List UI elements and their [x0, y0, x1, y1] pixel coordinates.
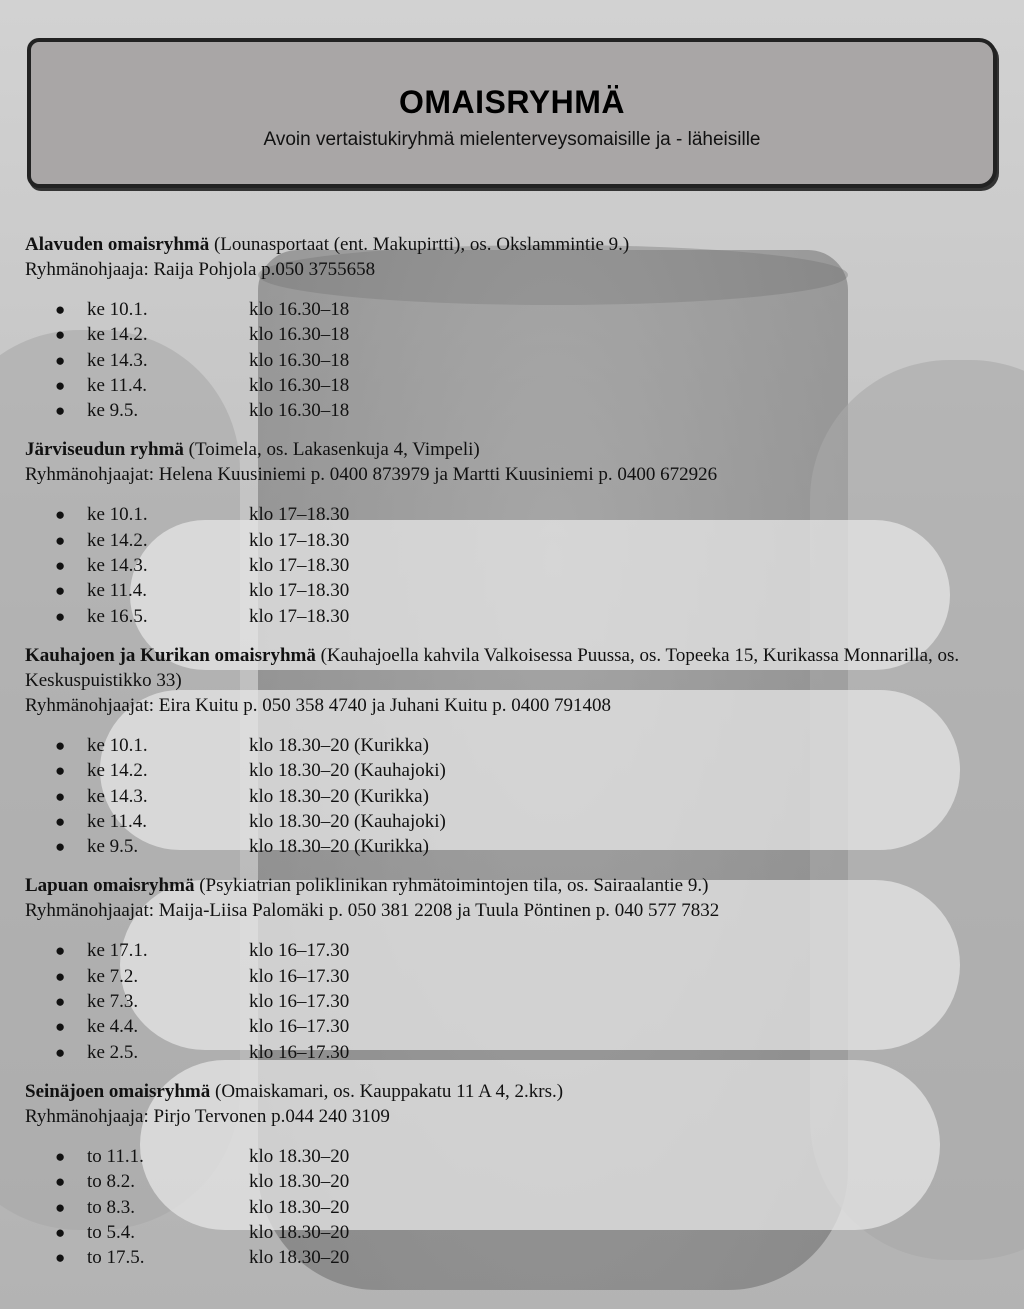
session-day: ke 14.2.	[87, 324, 148, 346]
session-time: klo 17–18.30	[249, 605, 350, 627]
session-time: klo 18.30–20 (Kurikka)	[249, 785, 429, 807]
session-day: ke 2.5.	[87, 1041, 139, 1063]
group-name: Alavuden omaisryhmä	[25, 234, 210, 255]
session-time: klo 18.30–20 (Kurikka)	[249, 836, 429, 858]
group-leader: Ryhmänohjaajat: Helena Kuusiniemi p. 0400 873979 ja Martti Kuusiniemi p. 0400 672926	[25, 464, 718, 486]
session-item	[25, 1040, 985, 1065]
session-time: klo 17–18.30	[249, 529, 350, 551]
session-time: klo 18.30–20	[249, 1145, 350, 1167]
group-location: (Kauhajoella kahvila Valkoisessa Puussa, os. Topeeka 15, Kurikassa Monnarilla, os. Keskuspuistikko 33)	[25, 644, 960, 691]
bullet-icon: ●	[55, 1197, 66, 1217]
bullet-icon: ●	[55, 992, 66, 1012]
bullet-icon: ●	[55, 581, 66, 601]
session-list	[25, 502, 985, 628]
session-day: ke 17.1.	[87, 940, 148, 962]
session-day: ke 16.5.	[87, 605, 148, 627]
bullet-icon: ●	[55, 556, 66, 576]
support-group	[25, 643, 985, 859]
session-item	[25, 809, 985, 834]
session-time: klo 16.30–18	[249, 349, 350, 371]
session-day: ke 9.5.	[87, 400, 139, 422]
session-day: ke 9.5.	[87, 836, 139, 858]
session-item	[25, 1014, 985, 1039]
session-time: klo 16–17.30	[249, 1016, 350, 1038]
group-leader: Ryhmänohjaaja: Pirjo Tervonen p.044 240 3109	[25, 1105, 390, 1127]
bullet-icon: ●	[55, 966, 66, 986]
session-item	[25, 733, 985, 758]
group-header	[25, 643, 985, 693]
session-time: klo 16.30–18	[249, 400, 350, 422]
session-time: klo 18.30–20 (Kauhajoki)	[249, 760, 446, 782]
session-day: ke 14.2.	[87, 760, 148, 782]
session-day: ke 14.3.	[87, 349, 148, 371]
session-item	[25, 784, 985, 809]
group-name: Järviseudun ryhmä	[25, 439, 184, 461]
session-item	[25, 553, 985, 578]
session-day: ke 10.1.	[87, 504, 148, 526]
session-time: klo 16.30–18	[249, 299, 350, 320]
session-time: klo 18.30–20 (Kauhajoki)	[249, 810, 446, 832]
group-header	[25, 873, 985, 898]
bullet-icon: ●	[55, 1248, 66, 1268]
bullet-icon: ●	[55, 606, 66, 626]
bullet-icon: ●	[55, 1146, 66, 1166]
group-leader: Ryhmänohjaajat: Eira Kuitu p. 050 358 4740 ja Juhani Kuitu p. 0400 791408	[25, 694, 612, 716]
session-time: klo 18.30–20 (Kurikka)	[249, 734, 429, 756]
bullet-icon: ●	[55, 325, 66, 345]
bullet-icon: ●	[55, 1017, 66, 1037]
group-header	[25, 232, 985, 257]
group-location: (Psykiatrian poliklinikan ryhmätoimintojen tila, os. Sairaalantie 9.)	[194, 875, 709, 897]
session-time: klo 16.30–18	[249, 324, 350, 346]
session-item	[25, 1195, 985, 1220]
session-day: ke 10.1.	[87, 299, 148, 320]
session-item	[25, 989, 985, 1014]
group-name: Kauhajoen ja Kurikan omaisryhmä	[25, 644, 316, 666]
group-location: (Omaiskamari, os. Kauppakatu 11 A 4, 2.krs.)	[210, 1080, 564, 1102]
session-item	[25, 1169, 985, 1194]
bullet-icon: ●	[55, 375, 66, 395]
support-group	[25, 232, 985, 423]
session-item	[25, 322, 985, 347]
session-list	[25, 1144, 985, 1270]
session-day: ke 7.2.	[87, 965, 139, 987]
group-list	[25, 232, 985, 1284]
group-header	[25, 437, 985, 462]
session-time: klo 18.30–20	[249, 1221, 350, 1243]
page-subtitle: Avoin vertaistukiryhmä mielenterveysomaisille ja - läheisille	[263, 129, 761, 150]
session-day: to 8.3.	[87, 1196, 136, 1218]
support-group	[25, 873, 985, 1064]
session-item	[25, 348, 985, 373]
group-name: Seinäjoen omaisryhmä	[25, 1080, 211, 1102]
session-day: ke 14.3.	[87, 555, 148, 577]
group-leader: Ryhmänohjaaja: Raija Pohjola p.050 3755658	[25, 259, 376, 280]
bullet-icon: ●	[55, 811, 66, 831]
session-item	[25, 938, 985, 963]
group-location: (Lounasportaat (ent. Makupirtti), os. Okslammintie 9.)	[209, 234, 630, 255]
bullet-icon: ●	[55, 941, 66, 961]
session-item	[25, 758, 985, 783]
session-time: klo 16.30–18	[249, 374, 350, 396]
group-location: (Toimela, os. Lakasenkuja 4, Vimpeli)	[183, 439, 480, 461]
session-day: ke 11.4.	[87, 374, 147, 396]
title-banner	[27, 38, 997, 188]
bullet-icon: ●	[55, 837, 66, 857]
session-time: klo 18.30–20	[249, 1247, 350, 1269]
session-time: klo 18.30–20	[249, 1171, 350, 1193]
group-name: Lapuan omaisryhmä	[25, 875, 195, 897]
session-day: to 11.1.	[87, 1145, 144, 1167]
session-item	[25, 528, 985, 553]
session-time: klo 16–17.30	[249, 991, 350, 1013]
session-time: klo 17–18.30	[249, 580, 350, 602]
support-group	[25, 1079, 985, 1270]
group-leader: Ryhmänohjaajat: Maija-Liisa Palomäki p. 050 381 2208 ja Tuula Pöntinen p. 040 577 7832	[25, 900, 720, 922]
bullet-icon: ●	[55, 761, 66, 781]
session-item	[25, 578, 985, 603]
session-day: ke 11.4.	[87, 580, 147, 602]
session-time: klo 16–17.30	[249, 965, 350, 987]
session-day: to 17.5.	[87, 1247, 145, 1269]
session-day: ke 10.1.	[87, 734, 148, 756]
session-day: ke 7.3.	[87, 991, 139, 1013]
bullet-icon: ●	[55, 1222, 66, 1242]
bullet-icon: ●	[55, 350, 66, 370]
session-item	[25, 1144, 985, 1169]
session-day: ke 14.3.	[87, 785, 148, 807]
session-time: klo 16–17.30	[249, 940, 350, 962]
bullet-icon: ●	[55, 1042, 66, 1062]
session-day: ke 14.2.	[87, 529, 148, 551]
bullet-icon: ●	[55, 530, 66, 550]
support-group	[25, 437, 985, 628]
session-list	[25, 938, 985, 1064]
session-day: ke 4.4.	[87, 1016, 139, 1038]
session-time: klo 16–17.30	[249, 1041, 350, 1063]
bullet-icon: ●	[55, 735, 66, 755]
bullet-icon: ●	[55, 1172, 66, 1192]
bullet-icon: ●	[55, 401, 66, 421]
session-list	[25, 297, 985, 423]
session-item	[25, 398, 985, 423]
session-item	[25, 1220, 985, 1245]
session-item	[25, 1245, 985, 1270]
session-item	[25, 297, 985, 322]
session-time: klo 17–18.30	[249, 504, 350, 526]
session-time: klo 18.30–20	[249, 1196, 350, 1218]
session-day: ke 11.4.	[87, 810, 147, 832]
bullet-icon: ●	[55, 505, 66, 525]
session-item	[25, 373, 985, 398]
session-item	[25, 502, 985, 527]
session-day: to 8.2.	[87, 1171, 136, 1193]
session-list	[25, 733, 985, 859]
session-time: klo 17–18.30	[249, 555, 350, 577]
session-item	[25, 604, 985, 629]
bullet-icon: ●	[55, 786, 66, 806]
group-header	[25, 1079, 985, 1104]
session-day: to 5.4.	[87, 1221, 136, 1243]
session-item	[25, 834, 985, 859]
bullet-icon: ●	[55, 300, 66, 319]
page-title: OMAISRYHMÄ	[398, 84, 626, 120]
session-item	[25, 964, 985, 989]
